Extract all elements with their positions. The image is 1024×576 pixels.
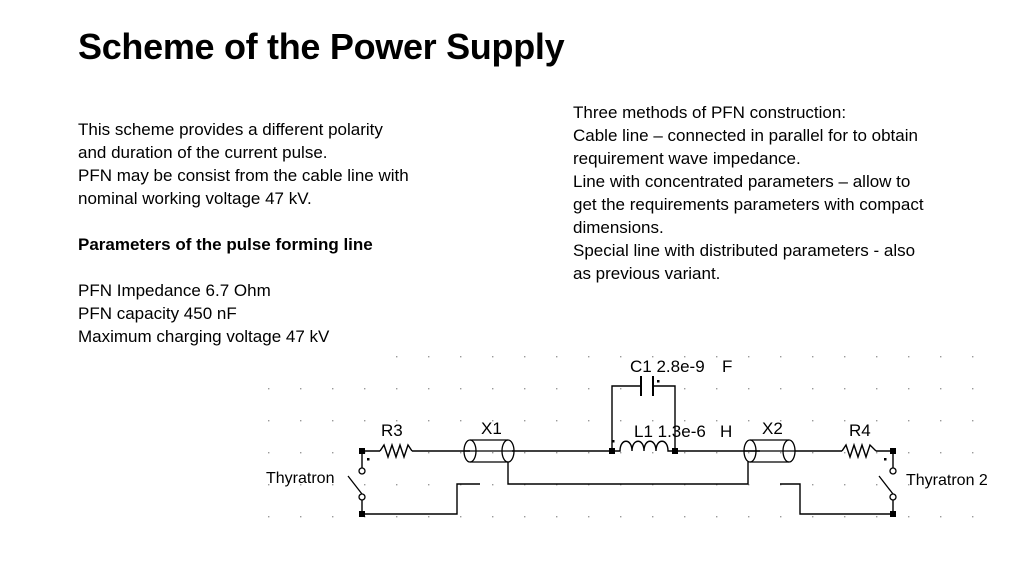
grid-dot [716, 452, 717, 453]
thyratron-label-right: Thyratron 2 [906, 472, 988, 489]
capacitor-c1 [641, 376, 653, 396]
x2-label: X2 [762, 419, 783, 438]
grid-dot [652, 516, 653, 517]
grid-dot [972, 388, 973, 389]
grid-dot [972, 452, 973, 453]
grid-dot [588, 356, 589, 357]
grid-dot [588, 388, 589, 389]
grid-dot [748, 388, 749, 389]
intro-line-3: PFN may be consist from the cable line with [78, 166, 409, 185]
grid-dot [908, 388, 909, 389]
grid-dot [908, 452, 909, 453]
methods-line-5: get the requirements parameters with compact [573, 195, 924, 214]
grid-dot [620, 452, 621, 453]
grid-dot [588, 420, 589, 421]
param-voltage: Maximum charging voltage 47 kV [78, 327, 330, 346]
grid-dot [396, 484, 397, 485]
grid-dot [364, 484, 365, 485]
intro-line-2: and duration of the current pulse. [78, 143, 328, 162]
grid-dot [300, 452, 301, 453]
grid-dot [940, 388, 941, 389]
grid-dot [268, 452, 269, 453]
grid-dot [332, 388, 333, 389]
params-heading: Parameters of the pulse forming line [78, 235, 373, 254]
grid-dot [972, 420, 973, 421]
grid-dot [716, 388, 717, 389]
grid-dot [620, 516, 621, 517]
grid-dot [268, 516, 269, 517]
grid-dot [492, 388, 493, 389]
intro-line-1: This scheme provides a different polarity [78, 120, 383, 139]
wires [362, 386, 893, 514]
grid-dot [876, 484, 877, 485]
grid-dot [940, 356, 941, 357]
grid-dot [556, 420, 557, 421]
grid-dot [972, 356, 973, 357]
grid-dot [524, 388, 525, 389]
grid-dot [492, 484, 493, 485]
grid-dot [908, 420, 909, 421]
grid-dot [812, 516, 813, 517]
grid-dot [524, 356, 525, 357]
grid-dot [716, 356, 717, 357]
page-title: Scheme of the Power Supply [78, 26, 565, 67]
grid-dot [588, 452, 589, 453]
grid-dot [396, 388, 397, 389]
methods-line-4: Line with concentrated parameters – allow to [573, 172, 911, 191]
grid-dot [524, 452, 525, 453]
grid-dot [876, 356, 877, 357]
grid-dot [748, 420, 749, 421]
grid-dot [300, 388, 301, 389]
grid-dot [844, 484, 845, 485]
param-capacity: PFN capacity 450 nF [78, 304, 237, 323]
grid-dot [780, 516, 781, 517]
grid-dot [684, 452, 685, 453]
grid-dot [460, 356, 461, 357]
grid-dot [716, 420, 717, 421]
c1-label: C1 2.8e-9 [630, 357, 705, 376]
grid-dot [908, 516, 909, 517]
grid-dot [940, 420, 941, 421]
grid-dot [844, 388, 845, 389]
methods-line-6: dimensions. [573, 218, 664, 237]
grid-dot [716, 516, 717, 517]
grid-dot [780, 356, 781, 357]
grid-dot [684, 388, 685, 389]
grid-dot [364, 388, 365, 389]
grid-dot [332, 452, 333, 453]
grid-dot [396, 516, 397, 517]
grid-dot [460, 420, 461, 421]
l1-unit: H [720, 422, 733, 441]
intro-line-4: nominal working voltage 47 kV. [78, 189, 312, 208]
grid-dot [588, 516, 589, 517]
grid-dot [844, 356, 845, 357]
grid-dot [844, 516, 845, 517]
coax-line-x2 [744, 440, 795, 462]
l1-label: L1 1.3e-6 [634, 422, 706, 441]
methods-line-1: Three methods of PFN construction: [573, 103, 847, 122]
grid-dot [812, 484, 813, 485]
grid-dot [556, 356, 557, 357]
grid-dot [812, 420, 813, 421]
grid-dot [812, 356, 813, 357]
x1-label: X1 [481, 419, 502, 438]
grid-dot [460, 388, 461, 389]
grid-dot [780, 452, 781, 453]
grid-dot [428, 420, 429, 421]
grid-dot [812, 452, 813, 453]
grid-dot [940, 452, 941, 453]
grid-dot [652, 452, 653, 453]
grid-dot [620, 388, 621, 389]
grid-dot [748, 452, 749, 453]
grid-dot [428, 516, 429, 517]
resistor-r3 [380, 445, 412, 457]
grid-dot [268, 420, 269, 421]
resistor-r4 [842, 445, 876, 457]
methods-line-8: as previous variant. [573, 264, 721, 283]
grid-dot [556, 452, 557, 453]
grid-dot [524, 516, 525, 517]
grid-dot [332, 420, 333, 421]
grid-dot [620, 420, 621, 421]
grid-dot [876, 516, 877, 517]
param-impedance: PFN Impedance 6.7 Ohm [78, 281, 271, 300]
grid-dot [428, 388, 429, 389]
grid-dot [684, 516, 685, 517]
grid-dot [780, 388, 781, 389]
grid-dot [428, 356, 429, 357]
coax-line-x1 [464, 440, 514, 462]
inductor-l1 [612, 441, 675, 451]
grid-dot [844, 420, 845, 421]
junction-nodes [359, 380, 896, 517]
grid-dot [268, 388, 269, 389]
grid-dot [876, 388, 877, 389]
thyratron-switch-left [348, 468, 365, 500]
grid-dot [972, 516, 973, 517]
thyratron-switch-right [879, 468, 896, 500]
r4-label: R4 [849, 421, 871, 440]
methods-line-2: Cable line – connected in parallel for to obtain [573, 126, 918, 145]
thyratron-label-left: Thyratron [266, 470, 335, 487]
grid-dot [748, 516, 749, 517]
grid-dot [876, 420, 877, 421]
grid-dot [908, 356, 909, 357]
r3-label: R3 [381, 421, 403, 440]
grid-dot [460, 452, 461, 453]
grid-dot [460, 516, 461, 517]
grid-dot [364, 420, 365, 421]
grid-dot [748, 356, 749, 357]
grid-dot [620, 356, 621, 357]
grid-dot [940, 516, 941, 517]
grid-dot [396, 356, 397, 357]
grid-dot [428, 484, 429, 485]
grid-dot [332, 516, 333, 517]
grid-dot [556, 516, 557, 517]
grid-dot [492, 452, 493, 453]
grid-dot [492, 356, 493, 357]
grid-dot [492, 516, 493, 517]
grid-dot [300, 516, 301, 517]
grid-dot [524, 420, 525, 421]
grid-dot [844, 452, 845, 453]
grid-dot [428, 452, 429, 453]
grid-dot [876, 452, 877, 453]
methods-line-7: Special line with distributed parameters - also [573, 241, 916, 260]
grid-dot [812, 388, 813, 389]
methods-line-3: requirement wave impedance. [573, 149, 801, 168]
grid-dot [300, 420, 301, 421]
grid-dot [556, 388, 557, 389]
c1-unit: F [722, 357, 733, 376]
